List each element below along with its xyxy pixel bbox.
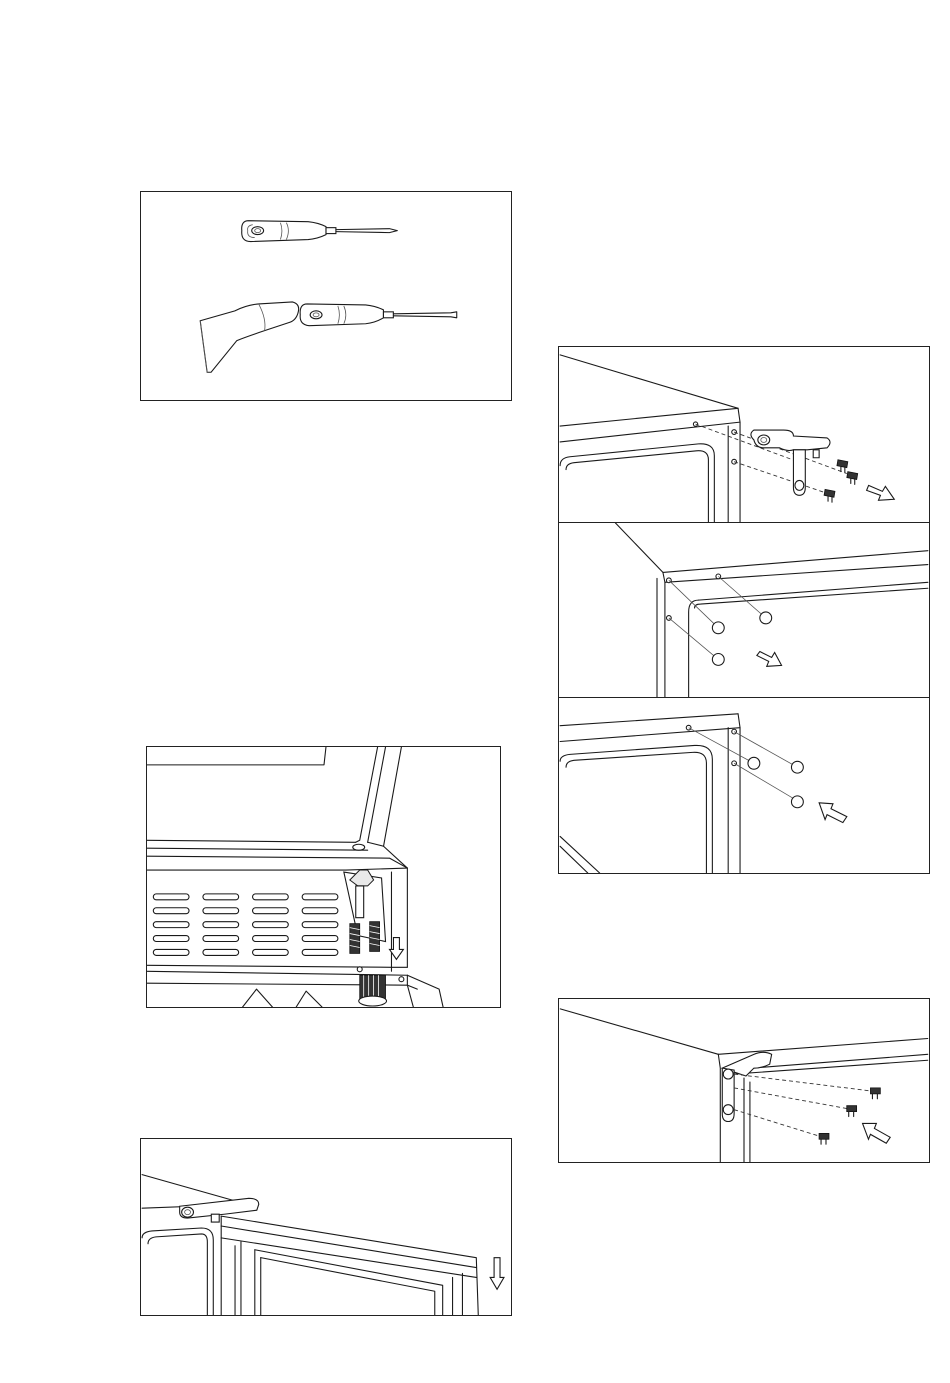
hole-cap <box>791 761 803 773</box>
arrow-down-icon <box>490 1258 504 1290</box>
putty-knife-icon <box>200 302 298 372</box>
top-hinge-part <box>722 1052 771 1121</box>
hole-cap <box>748 757 760 769</box>
vent-slots <box>153 894 338 956</box>
bottom-hinge-figure <box>146 746 501 1008</box>
hole-cap <box>791 796 803 808</box>
door-lift-figure <box>140 1138 512 1316</box>
top-hinge-installation-figure <box>558 998 930 1163</box>
top-hinge-part <box>751 430 830 495</box>
hole-caps-insertion-figure <box>558 697 930 874</box>
hole-caps-removal-figure <box>558 522 930 698</box>
hinge-screw <box>370 922 380 952</box>
hole-caps-removal-illustration <box>559 523 929 697</box>
bottom-hinge-illustration <box>147 747 500 1007</box>
hole-cap <box>760 612 772 624</box>
screw-icon <box>870 1088 880 1099</box>
hole-caps-insertion-illustration <box>559 698 929 873</box>
top-hinge-removal-illustration <box>559 347 929 522</box>
screw-icon <box>819 1133 829 1144</box>
hole-cap <box>712 622 724 634</box>
tools-figure <box>140 191 512 401</box>
adjustable-foot <box>359 975 387 1006</box>
door-lift-illustration <box>141 1139 511 1315</box>
phillips-screwdriver-icon <box>242 221 398 242</box>
arrow-in-icon <box>819 803 847 823</box>
arrow-out-icon <box>867 485 895 500</box>
hole-cap <box>712 654 724 666</box>
flat-screwdriver-icon <box>300 304 457 326</box>
screw-icon <box>824 489 835 502</box>
hinge-screw <box>350 924 360 954</box>
arrow-out-icon <box>757 652 782 667</box>
tools-illustration <box>141 192 511 400</box>
top-hinge-installation-illustration <box>559 999 929 1162</box>
screw-icon <box>847 1106 857 1117</box>
arrow-in-icon <box>863 1123 891 1143</box>
top-hinge-part <box>180 1198 259 1222</box>
top-hinge-removal-figure <box>558 346 930 523</box>
screw-icon <box>847 472 858 485</box>
